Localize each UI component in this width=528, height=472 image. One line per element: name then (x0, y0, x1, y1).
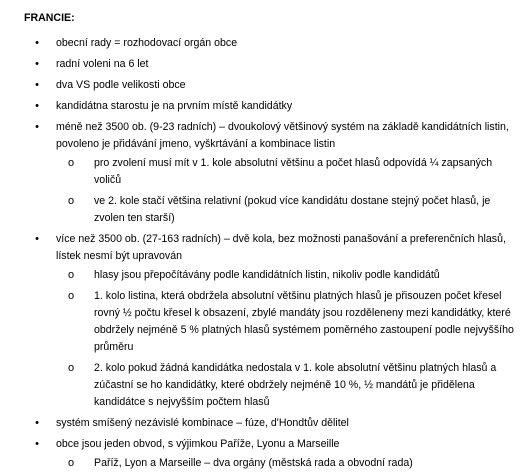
list-item-text: kandidátna starostu je na prvním místě kandidátky (56, 100, 293, 112)
circle-bullet-icon: o (67, 157, 75, 169)
list-item-text: radní voleni na 6 let (56, 58, 149, 70)
disc-bullet-icon: • (35, 37, 39, 49)
disc-bullet-icon: • (35, 233, 39, 245)
sub-list-item-text: ve 2. kole stačí většina relativní (pokud více kandidátu dostane stejný počet hlasů, je zvolen ten starší) (94, 195, 491, 224)
disc-bullet-icon: • (35, 79, 39, 91)
disc-bullet-icon: • (35, 121, 39, 133)
sub-bullet-list (56, 155, 516, 227)
circle-bullet-icon: o (67, 290, 75, 302)
list-item (35, 436, 516, 472)
disc-bullet-icon: • (35, 438, 39, 450)
sub-list-item-text: 1. kolo listina, která obdržela absolutní většinu platných hlasů je přisouzen počet křesel rovný ½ počtu křesel k obsazení, zbylé mandáty jsou rozděleneny mezi kandidátky, které obdržely nejméně 5 % platných hlasů systémem poměrného zastoupení podle nejvyššího průměru (94, 290, 514, 353)
sub-list-item-text: pro zvolení musí mít v 1. kole absolutní většinu a počet hlasů odpovídá ¼ zapsaných voličů (94, 157, 493, 186)
list-item-text: obecní rady = rozhodovací orgán obce (56, 37, 238, 49)
list-item-text: více než 3500 ob. (27-163 radních) – dvě kola, bez možnosti panašování a preferenčních hlasů, lístek nesmí být upravován (56, 233, 506, 262)
disc-bullet-icon: • (35, 417, 39, 429)
sub-bullet-list (56, 455, 516, 472)
list-item-text: systém smíšený nezávislé kombinace – fúze, d'Hondtův dělitel (56, 417, 349, 429)
section-heading: FRANCIE: (24, 12, 75, 24)
list-item (35, 35, 516, 52)
disc-bullet-icon: • (35, 58, 39, 70)
list-item-text: obce jsou jeden obvod, s výjimkou Paříže, Lyonu a Marseille (56, 438, 340, 450)
list-item (35, 77, 516, 94)
circle-bullet-icon: o (67, 362, 75, 374)
list-item-text: méně než 3500 ob. (9-23 radních) – dvoukolový většinový systém na základě kandidátních listin, povoleno je přidávání jmeno, vyškrtávání a kombinace listin (56, 121, 509, 150)
sub-list-item (67, 155, 516, 189)
circle-bullet-icon: o (67, 269, 75, 281)
list-item (35, 231, 516, 411)
circle-bullet-icon: o (67, 457, 75, 469)
sub-list-item (67, 288, 516, 356)
sub-list-item-text: hlasy jsou přepočítávány podle kandidátních listin, nikoliv podle kandidátů (94, 269, 440, 281)
sub-list-item (67, 193, 516, 227)
list-item (35, 119, 516, 227)
bullet-list (24, 35, 516, 472)
sub-list-item (67, 455, 516, 472)
sub-list-item-text: 2. kolo pokud žádná kandidátka nedostala v 1. kole absolutní většinu platných hlasů a zúčastní se ho kandidátky, které obdržely nejméně 10 %, ½ mandátů je přidělena kandidátce s nejvyšším počtem hlasů (94, 362, 497, 408)
list-item (35, 56, 516, 73)
sub-list-item (67, 360, 516, 411)
sub-bullet-list (56, 267, 516, 411)
sub-list-item (67, 267, 516, 284)
disc-bullet-icon: • (35, 100, 39, 112)
circle-bullet-icon: o (67, 195, 75, 207)
sub-list-item-text: Paříž, Lyon a Marseille – dva orgány (městská rada a obvodní rada) (94, 457, 413, 469)
list-item (35, 415, 516, 432)
list-item (35, 98, 516, 115)
list-item-text: dva VS podle velikosti obce (56, 79, 186, 91)
